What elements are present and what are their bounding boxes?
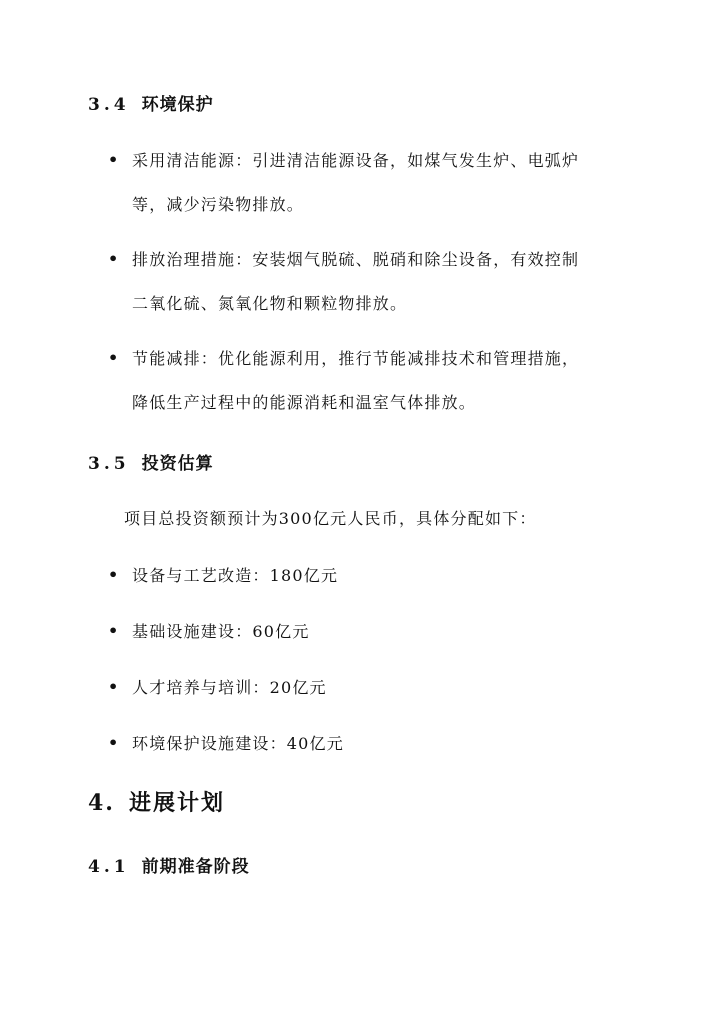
- section-title: 环境保护: [141, 95, 214, 115]
- chapter-heading-4: [88, 786, 225, 817]
- section-number: 3.5: [88, 454, 130, 474]
- bullet-icon: •: [108, 565, 119, 584]
- investment-item-4: 环境保护设施建设：40亿元: [132, 734, 344, 753]
- bullet-icon: •: [108, 677, 119, 696]
- section-title: 投资估算: [141, 454, 214, 474]
- section-number: 3.4: [88, 95, 130, 115]
- env-item-3-line1: 节能减排：优化能源利用，推行节能减排技术和管理措施，: [132, 349, 580, 368]
- bullet-icon: •: [108, 150, 119, 169]
- section-heading-4-1: [88, 852, 250, 877]
- env-item-2-line1: 排放治理措施：安装烟气脱硫、脱硝和除尘设备，有效控制: [132, 250, 580, 269]
- bullet-icon: •: [108, 621, 119, 640]
- chapter-title: 进展计划: [128, 790, 225, 816]
- bullet-icon: •: [108, 348, 119, 367]
- section-heading-3-4: [88, 90, 214, 115]
- bullet-icon: •: [108, 733, 119, 752]
- investment-item-3: 人才培养与培训：20亿元: [132, 678, 327, 697]
- chapter-number: 4.: [88, 790, 115, 816]
- section-number: 4.1: [88, 857, 130, 877]
- investment-item-1: 设备与工艺改造：180亿元: [132, 566, 339, 585]
- investment-item-2: 基础设施建设：60亿元: [132, 622, 310, 641]
- section-title: 前期准备阶段: [141, 857, 250, 877]
- investment-intro: 项目总投资额预计为300亿元人民币，具体分配如下：: [124, 509, 537, 528]
- env-item-1-line2: 等，减少污染物排放。: [132, 195, 305, 214]
- env-item-1-line1: 采用清洁能源：引进清洁能源设备，如煤气发生炉、电弧炉: [132, 151, 580, 170]
- env-item-3-line2: 降低生产过程中的能源消耗和温室气体排放。: [132, 393, 477, 412]
- bullet-icon: •: [108, 249, 119, 268]
- section-heading-3-5: [88, 449, 214, 474]
- env-item-2-line2: 二氧化硫、氮氧化物和颗粒物排放。: [132, 294, 408, 313]
